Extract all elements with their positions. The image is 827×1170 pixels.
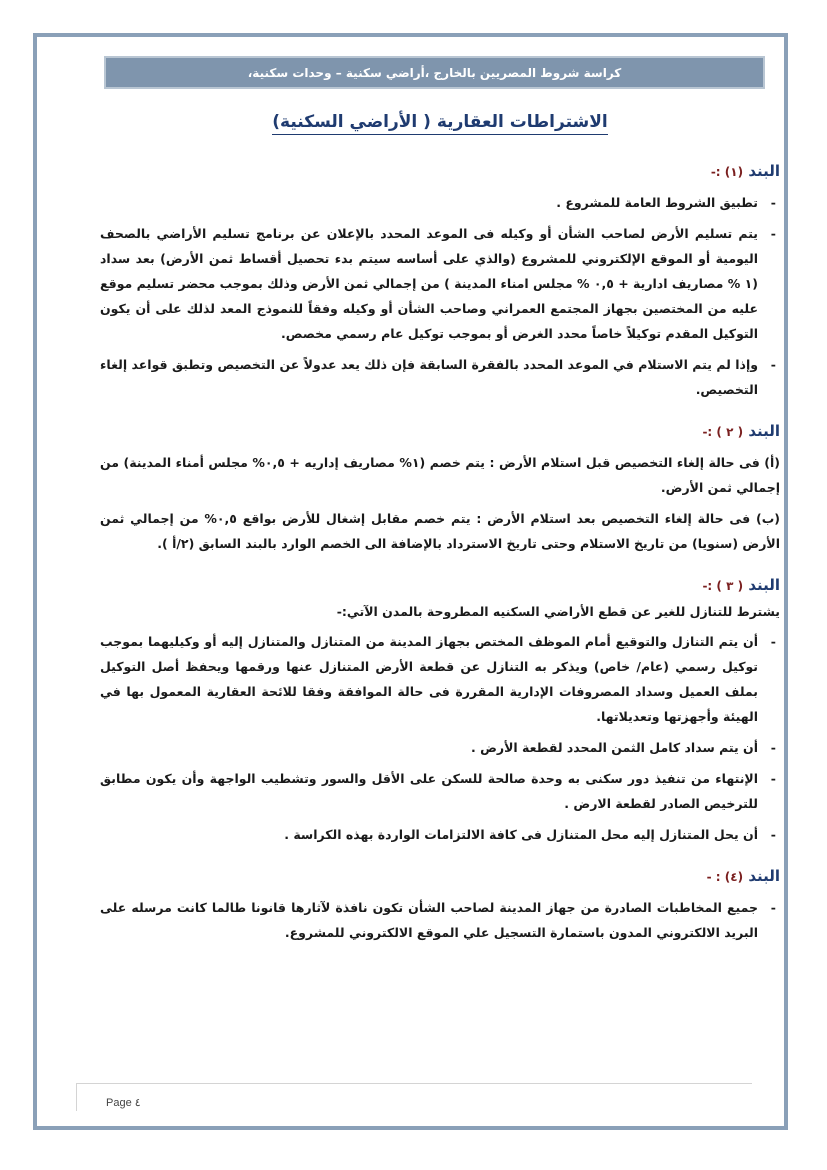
page-number: Page ٤ [106, 1097, 141, 1109]
section-1-item-3: - وإذا لم يتم الاستلام في الموعد المحدد بالفقرة السابقة فإن ذلك يعد عدولاً عن التخصيص وتطبق قواعد إلغاء التخصيص. [100, 352, 780, 402]
section-3-item-2: - أن يتم سداد كامل الثمن المحدد لقطعة الأرض . [100, 735, 780, 760]
section-3-intro: يشترط للتنازل للغير عن قطع الأراضي السكنيه المطروحة بالمدن الآتي:- [336, 604, 780, 619]
section-4-item-1: - جميع المخاطبات الصادرة من جهاز المدينة لصاحب الشأن تكون نافذة لآثارها قانونا طالما كانت مرسله على البريد الالكتروني المدون باستمارة التسجيل علي الموقع الالكتروني للمشروع. [100, 895, 780, 945]
header-title: كراسة شروط المصريين بالخارج ،أراضي سكنية – وحدات سكنية، [247, 65, 622, 80]
section-1-item-1: - تطبيق الشروط العامة للمشروع . [100, 190, 780, 215]
section-2-heading: البند ( ٢ ) :- [702, 422, 780, 440]
section-3-heading: البند ( ٣ ) :- [702, 576, 780, 594]
document-content [100, 112, 780, 951]
section-3-item-4: - أن يحل المتنازل إليه محل المتنازل فى كافة الالتزامات الواردة بهذه الكراسة . [100, 822, 780, 847]
document-header-bar [104, 56, 765, 89]
section-1-item-2: - يتم تسليم الأرض لصاحب الشأن أو وكيله فى الموعد المحدد بالإعلان عن برنامج تسليم الأراضي بالصحف اليومية أو الموقع الإلكتروني للمشروع (والذي على أساسه سيتم بدء تحصيل أقساط ثمن الأرض) بعد سداد (١ % مصاريف ادارية + ٠,٥ % مجلس امناء المدينة ) من إجمالي ثمن الأرض وذلك بموجب محضر تسليم موقع عليه من المختصين بجهاز المجتمع العمراني وصاحب الشأن أو وكيله وفقاً للنموذج المعد لذلك على أن يكون التوكيل المقدم توكيلاً خاصاً محدد الغرض أو بموجب توكيل عام رسمي مخصص. [100, 221, 780, 346]
footer-divider [76, 1083, 752, 1084]
section-2-item-b: (ب) فى حالة إلغاء التخصيص بعد استلام الأرض : يتم خصم مقابل إشغال للأرض بواقع ٠,٥% من إجمالي ثمن الأرض (سنويا) من تاريخ الاستلام وحتى تاريخ الاسترداد بالإضافة الى الخصم الوارد بالبند السابق (٢/أ ). [100, 511, 780, 551]
section-3-item-3: - الإنتهاء من تنفيذ دور سكنى به وحدة صالحة للسكن على الأقل والسور وتشطيب الواجهة وأن يكون مطابق للترخيص الصادر لقطعة الارض . [100, 766, 780, 816]
document-title: الاشتراطات العقارية ( الأراضي السكنية) [100, 112, 780, 132]
section-1-heading: البند (١) :- [710, 162, 780, 180]
section-3-item-1: - أن يتم التنازل والتوقيع أمام الموظف المختص بجهاز المدينة من المتنازل والمتنازل إليه أو وكيليهما بموجب توكيل رسمي (عام/ خاص) ويذكر به التنازل عن قطعة الأرض المتنازل عنها ورقمها ويحفظ أصل التوكيل بملف العميل وسداد المصروفات الإدارية المقررة فى حالة الموافقة وفقا للائحة العقارية المعمول بها في الهيئة وأجهزتها وتعديلاتها. [100, 629, 780, 729]
section-2-item-a: (أ) فى حالة إلغاء التخصيص قبل استلام الأرض : يتم خصم (١% مصاريف إداريه + ٠,٥% مجلس أمناء المدينة) من إجمالي ثمن الأرض. [100, 455, 781, 495]
footer-divider-tick [76, 1083, 77, 1111]
section-4-heading: البند (٤) : - [706, 867, 780, 885]
